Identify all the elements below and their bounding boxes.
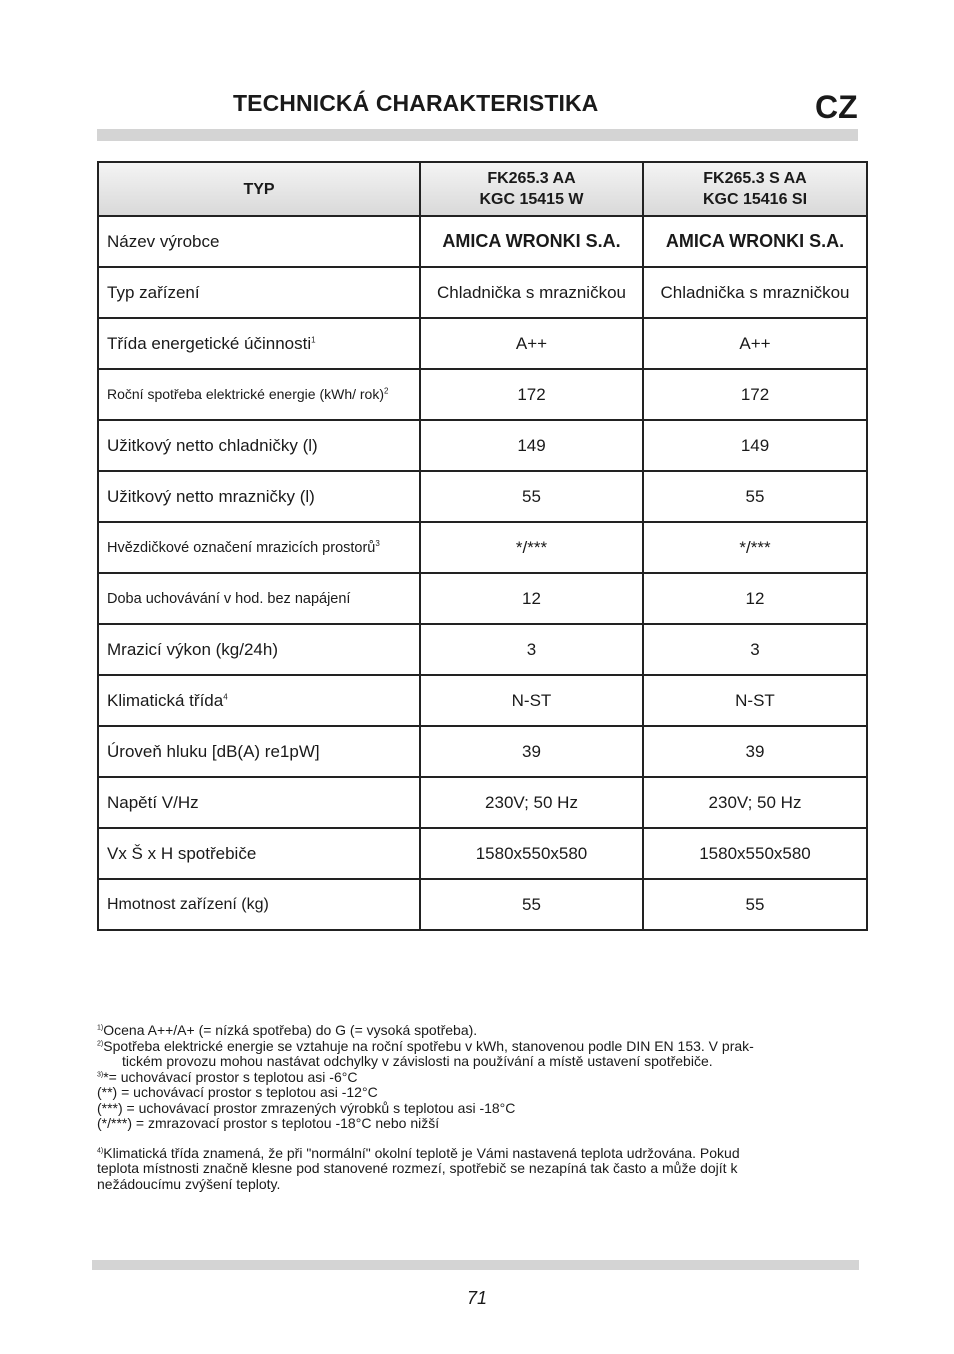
footnote-ref: 3 (375, 538, 380, 548)
row-value-model-1: N-ST (420, 675, 643, 726)
footnote-3: $^{3)}$*= uchovávací prostor s teplotou asi -6°C (97, 1068, 358, 1085)
table-header-row (98, 162, 867, 216)
footnote-2-continued: tickém provozu mohou nastávat odchylky v závislosti na používání a místě ustavení spotřebiče. (122, 1053, 713, 1069)
row-label: Hvězdičkové označení mrazicích prostorů$^3$ (98, 522, 420, 573)
table-row (98, 420, 867, 471)
table-row (98, 267, 867, 318)
row-value-model-1: Chladnička s mrazničkou (420, 267, 643, 318)
footer-rule (92, 1260, 859, 1270)
row-value-model-1: A++ (420, 318, 643, 369)
footnote-mark: 1) (97, 1024, 104, 1032)
language-code: CZ (815, 89, 858, 125)
row-value-model-1: 172 (420, 369, 643, 420)
footnote-4-line-3: nežádoucímu zvýšení teploty. (97, 1175, 281, 1192)
row-value-model-2: 1580x550x580 (643, 828, 867, 879)
row-value-model-2: N-ST (643, 675, 867, 726)
footnote-2: $^{2)}$Spotřeba elektrické energie se vztahuje na roční spotřebu v kWh, stanovenou podle DIN EN 153. V prak- (97, 1037, 754, 1054)
table-row (98, 624, 867, 675)
header-model-2 (643, 162, 867, 216)
row-value-model-2: A++ (643, 318, 867, 369)
row-value-model-1: 230V; 50 Hz (420, 777, 643, 828)
footnote-3-line-2: (**) = uchovávací prostor s teplotou asi -12°C (97, 1084, 378, 1100)
footnote-mark: 2) (97, 1039, 104, 1047)
table-row (98, 675, 867, 726)
row-value-model-1: 1580x550x580 (420, 828, 643, 879)
footnote-mark: 4) (97, 1146, 104, 1154)
table-row (98, 471, 867, 522)
row-label: Roční spotřeba elektrické energie (kWh/ rok)$^2$ (98, 369, 420, 420)
row-value-model-2: 55 (643, 471, 867, 522)
row-label: Užitkový netto mrazničky (l) (98, 471, 420, 522)
model-2-line-2: KGC 15416 SI (702, 191, 808, 208)
row-value-model-2: 172 (643, 369, 867, 420)
table-row (98, 369, 867, 420)
footnote-4-line-2: teplota místnosti značně klesne pod stanovené rozmezí, spotřebič se nezapíná tak často a může dojít k (97, 1160, 738, 1176)
row-value-model-2: 12 (643, 573, 867, 624)
header-model-1 (420, 162, 643, 216)
row-value-model-1: 55 (420, 471, 643, 522)
row-label: Název výrobce (98, 216, 420, 267)
row-value-model-1: 3 (420, 624, 643, 675)
row-value-model-1: 149 (420, 420, 643, 471)
table-row (98, 216, 867, 267)
row-value-model-2: 230V; 50 Hz (643, 777, 867, 828)
table-row (98, 726, 867, 777)
row-value-model-2: */*** (643, 522, 867, 573)
footnote-3-line-3: (***) = uchovávací prostor zmrazených výrobků s teplotou asi -18°C (97, 1099, 516, 1116)
spec-table (97, 161, 868, 931)
row-label: Napětí V/Hz (98, 777, 420, 828)
row-label: Třída energetické účinnosti$^1$ (98, 318, 420, 369)
row-value-model-2: 149 (643, 420, 867, 471)
table-row (98, 318, 867, 369)
row-value-model-1: */*** (420, 522, 643, 573)
row-value-model-2: 39 (643, 726, 867, 777)
row-label: Doba uchovávání v hod. bez napájení (98, 573, 420, 624)
row-value-model-2: 3 (643, 624, 867, 675)
row-value-model-2: Chladnička s mrazničkou (643, 267, 867, 318)
row-label: Mrazicí výkon (kg/24h) (98, 624, 420, 675)
table-row (98, 573, 867, 624)
footnotes (97, 1023, 857, 1192)
row-value-model-1: 55 (420, 879, 643, 930)
row-value-model-2: 55 (643, 879, 867, 930)
footnote-ref: 4 (223, 691, 228, 701)
footnote-3-line-4: (*/***) = zmrazovací prostor s teplotou -18°C nebo nižší (97, 1115, 440, 1131)
row-value-model-1: 39 (420, 726, 643, 777)
table-row (98, 879, 867, 930)
model-1-line-1: FK265.3 AA (487, 170, 576, 187)
model-1-line-2: KGC 15415 W (479, 191, 584, 208)
row-label: Vx Š x H spotřebiče (98, 828, 420, 879)
header-type: TYP (98, 162, 420, 216)
row-value-model-1: 12 (420, 573, 643, 624)
page-number: 71 (466, 1288, 488, 1308)
footnote-mark: 3) (97, 1070, 104, 1078)
row-label: Užitkový netto chladničky (l) (98, 420, 420, 471)
row-label: Typ zařízení (98, 267, 420, 318)
row-label: Klimatická třída$^4$ (98, 675, 420, 726)
footnote-ref: 2 (384, 386, 389, 396)
footnote-ref: 1 (311, 334, 316, 344)
table-row (98, 828, 867, 879)
table-row (98, 777, 867, 828)
row-value-model-2: AMICA WRONKI S.A. (643, 216, 867, 267)
row-label: Hmotnost zařízení (kg) (98, 879, 420, 930)
page-title: TECHNICKÁ CHARAKTERISTIKA (233, 90, 599, 116)
row-value-model-1: AMICA WRONKI S.A. (420, 216, 643, 267)
row-label: Úroveň hluku [dB(A) re1pW] (98, 726, 420, 777)
footnote-1: $^{1)}$Ocena A++/A+ (= nízká spotřeba) do G (= vysoká spotřeba). (97, 1022, 478, 1038)
header-rule (97, 129, 858, 141)
model-2-line-1: FK265.3 S AA (703, 170, 807, 187)
table-row (98, 522, 867, 573)
footnote-4: $^{4)}$Klimatická třída znamená, že při "normální" okolní teplotě je Vámi nastavená teplota udržována. Pokud (97, 1144, 740, 1161)
